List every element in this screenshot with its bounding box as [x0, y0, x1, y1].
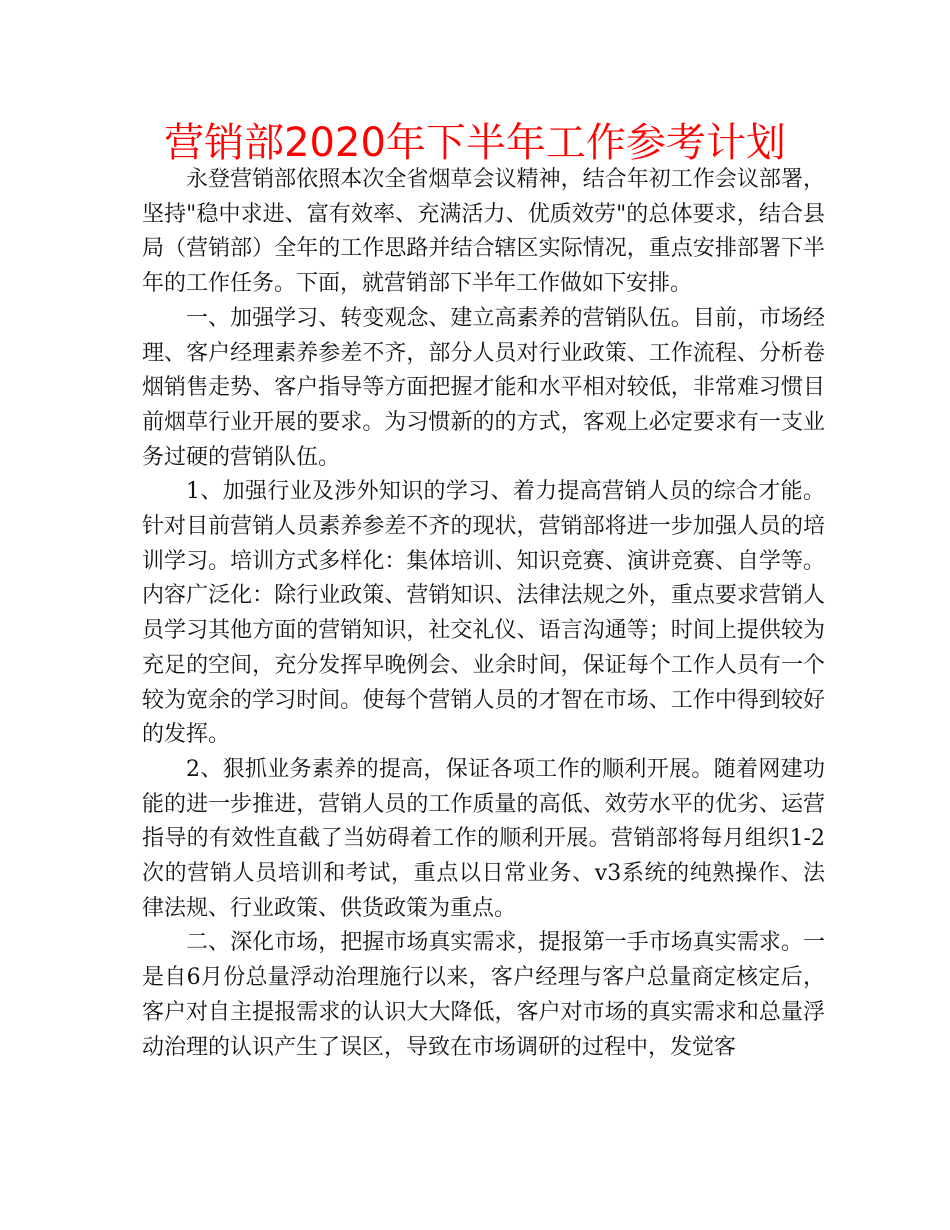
document-title: 营销部2020年下半年工作参考计划 [164, 120, 786, 166]
document-body [142, 163, 825, 1065]
paragraph-item-2: 2、狠抓业务素养的提高，保证各项工作的顺利开展。随着网建功能的进一步推进，营销人员的工作质量的高低、效劳水平的优劣、运营指导的有效性直截了当妨碍着工作的顺利开展。营销部将每月组织1-2次的营销人员培训和考试，重点以日常业务、v3系统的纯熟操作、法律法规、行业政策、供货政策为重点。 [142, 756, 825, 921]
paragraph-intro: 永登营销部依照本次全省烟草会议精神，结合年初工作会议部署，坚持"稳中求进、富有效率、充满活力、优质效劳"的总体要求，结合县局（营销部）全年的工作思路并结合辖区实际情况，重点安排部署下半年的工作任务。下面，就营销部下半年工作做如下安排。 [142, 167, 825, 297]
paragraph-item-1: 1、加强行业及涉外知识的学习、着力提高营销人员的综合才能。针对目前营销人员素养参差不齐的现状，营销部将进一步加强人员的培训学习。培训方式多样化：集体培训、知识竞赛、演讲竞赛、自学等。内容广泛化：除行业政策、营销知识、法律法规之外，重点要求营销人员学习其他方面的营销知识，社交礼仪、语言沟通等；时间上提供较为充足的空间，充分发挥早晚例会、业余时间，保证每个工作人员有一个较为宽余的学习时间。使每个营销人员的才智在市场、工作中得到较好的发挥。 [142, 479, 825, 748]
paragraph-section-1: 一、加强学习、转变观念、建立高素养的营销队伍。目前，市场经理、客户经理素养参差不齐，部分人员对行业政策、工作流程、分析卷烟销售走势、客户指导等方面把握才能和水平相对较低，非常难习惯目前烟草行业开展的要求。为习惯新的的方式，客观上必定要求有一支业务过硬的营销队伍。 [142, 305, 825, 470]
paragraph-section-2: 二、深化市场，把握市场真实需求，提报第一手市场真实需求。一是自6月份总量浮动治理施行以来，客户经理与客户总量商定核定后，客户对自主提报需求的认识大大降低，客户对市场的真实需求和总量浮动治理的认识产生了误区，导致在市场调研的过程中，发觉客 [142, 930, 825, 1060]
